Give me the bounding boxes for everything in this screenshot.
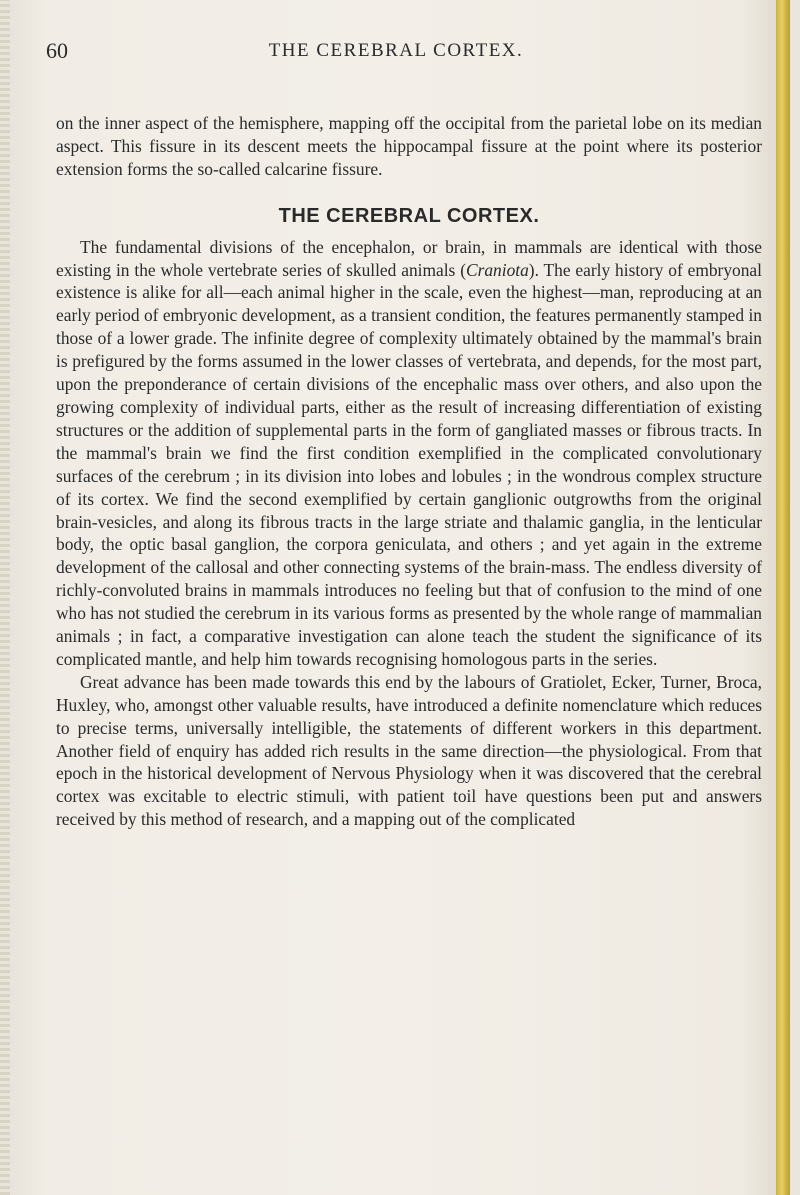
italic-term: Craniota (465, 259, 529, 280)
page-header (46, 38, 746, 68)
paragraph-text: ). The early history of embryonal existence is alike for all—each animal higher in the scale, even the highest—man, reproducing at an early period of embryonic development, as a transient condition, the features permanently stamped in those of a lower grade. The infinite degree of complexity ultimately obtained by the mammal's brain is prefigured by the forms assumed in the lower classes of vertebrata, and depends, for the most part, upon the preponderance of certain divisions of the encephalic mass over others, and also upon the growing complexity of individual parts, either as the result of increasing differentiation of existing structures or the addition of supplemental parts in the form of gangliated masses or fibrous tracts. In the mammal's brain we find the first condition exemplified in the complicated convolutionary surfaces of the cerebrum ; in its division into lobes and lobules ; in the wondrous complex structure of its cortex. We find the second exemplified by certain ganglionic outgrowths from the original brain-vesicles, and along its fibrous tracts in the large striate and thalamic ganglia, in the lenticular body, the optic basal ganglion, the corpora geniculata, and others ; and yet again in the extreme development of the callosal and other connecting systems of the brain-mass. The endless diversity of richly-convoluted brains in mammals introduces no feeling but that of confusion to the mind of one who has not studied the cerebrum in its various forms as presented by the whole range of mammalian animals ; in fact, a comparative investigation can alone teach the student the significance of its complicated mantle, and help him towards recognising homologous parts in the series. (56, 259, 762, 669)
page-edge-strip (776, 0, 790, 1195)
section-title: THE CEREBRAL CORTEX. (278, 204, 540, 227)
paragraph-fundamental-divisions (56, 236, 762, 671)
page-number: 60 (46, 38, 68, 63)
paragraph-text: The fundamental divisions of the encephalon, or brain, in mammals are identical with those existing in the whole vertebrate series of skulled animals ( (56, 236, 762, 280)
running-head: THE CEREBRAL CORTEX. (268, 40, 524, 61)
page-body (56, 112, 762, 831)
paragraph-great-advance: Great advance has been made towards this end by the labours of Gratiolet, Ecker, Turner, Broca, Huxley, who, amongst other valuable results, have introduced a definite nomenclature which reduces to precise terms, universally intelligible, the statements of different workers in this department. Another field of enquiry has added rich results in the same direction—the physiological. From that epoch in the historical development of Nervous Physiology when it was discovered that the cerebral cortex was excitable to electric stimuli, with patient toil have questions been put and answers received by this method of research, and a mapping out of the complicated (56, 671, 762, 830)
continuation-paragraph: on the inner aspect of the hemisphere, mapping off the occipital from the parietal lobe on its median aspect. This fissure in its descent meets the hippocampal fissure at the point where its posterior extension forms the so-called calcarine fissure. (56, 113, 762, 179)
page-binding-edge (0, 0, 10, 1195)
